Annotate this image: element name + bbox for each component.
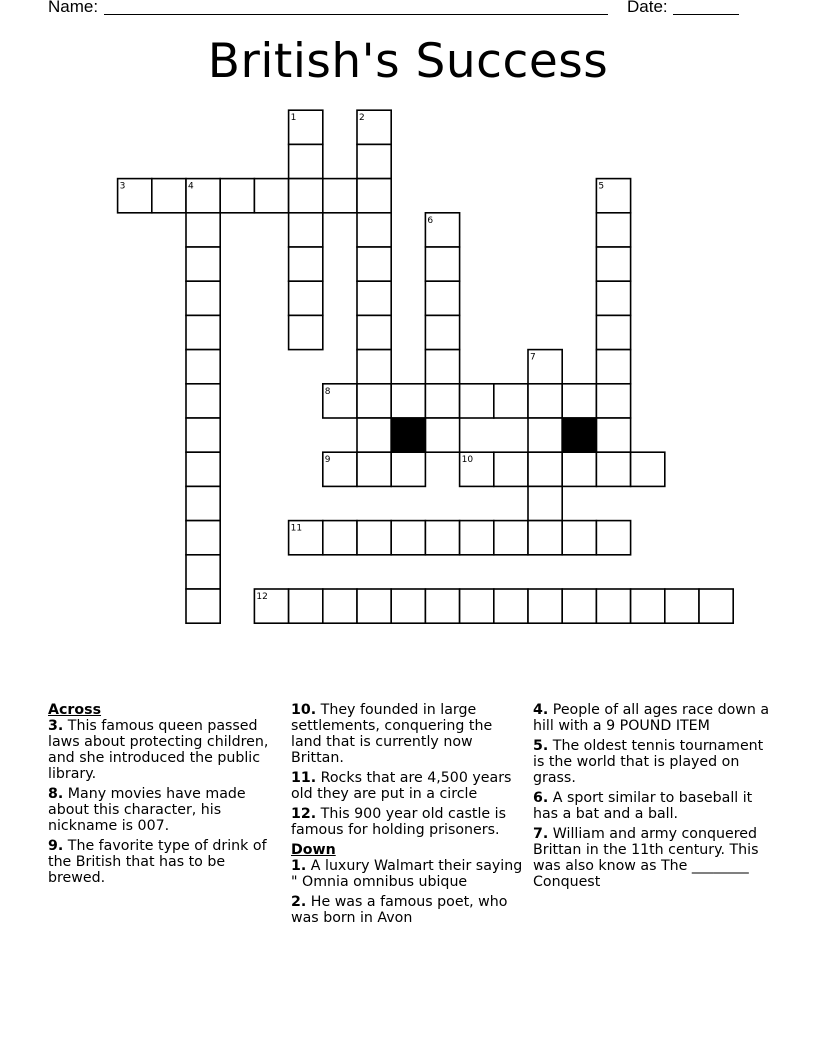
grid-cell[interactable] [186, 315, 220, 349]
across-heading: Across [48, 702, 102, 718]
grid-cell[interactable] [596, 452, 630, 486]
grid-cell[interactable] [357, 213, 391, 247]
clue-across-10 [291, 702, 527, 766]
clue-text: Rocks that are 4,500 years old they are put in a circle [291, 770, 512, 802]
grid-cell[interactable] [186, 247, 220, 281]
clue-text: This 900 year old castle is famous for holding prisoners. [291, 806, 507, 838]
grid-cell[interactable] [528, 418, 562, 452]
clue-across-12 [291, 806, 527, 838]
clue-column-1 [48, 702, 284, 890]
grid-cell[interactable] [425, 521, 459, 555]
grid-cell[interactable] [460, 521, 494, 555]
clue-number: 1. [291, 858, 307, 874]
clue-number-label: 2 [359, 113, 365, 124]
grid-cell[interactable] [596, 589, 630, 623]
clue-number-label: 6 [427, 215, 434, 226]
clue-column-2 [291, 702, 527, 930]
clue-text: William and army conquered Brittan in the 11th century. This was also know as The ________ Conquest [533, 826, 759, 890]
clue-number-label: 11 [290, 523, 303, 534]
grid-cell[interactable] [596, 521, 630, 555]
clue-number: 3. [48, 718, 64, 734]
grid-cell[interactable] [357, 315, 391, 349]
grid-cell[interactable] [323, 179, 357, 213]
grid-cell[interactable] [289, 213, 323, 247]
grid-cell[interactable] [186, 418, 220, 452]
grid-cell[interactable] [186, 555, 220, 589]
grid-cell[interactable] [631, 589, 665, 623]
grid-cell[interactable] [357, 281, 391, 315]
clue-text: He was a famous poet, who was born in Avon [291, 894, 508, 926]
clue-number-label: 5 [598, 181, 605, 192]
grid-cell[interactable] [425, 589, 459, 623]
clue-text: Many movies have made about this character, his nickname is 007. [48, 786, 246, 834]
grid-cell[interactable] [254, 179, 288, 213]
grid-cell[interactable] [631, 452, 665, 486]
grid-block [391, 418, 425, 452]
grid-cell[interactable] [528, 384, 562, 418]
grid-cell[interactable] [391, 589, 425, 623]
grid-cell[interactable] [528, 521, 562, 555]
grid-cell[interactable] [186, 589, 220, 623]
grid-cell[interactable] [186, 384, 220, 418]
clue-text: They founded in large settlements, conquering the land that is currently now Brittan. [291, 702, 493, 766]
grid-cell[interactable] [425, 384, 459, 418]
grid-cell[interactable] [220, 179, 254, 213]
grid-cell[interactable] [562, 521, 596, 555]
grid-cell[interactable] [425, 418, 459, 452]
grid-cell[interactable] [494, 521, 528, 555]
grid-cell[interactable] [289, 144, 323, 178]
clue-number: 6. [533, 790, 549, 806]
grid-cell[interactable] [357, 589, 391, 623]
grid-cell[interactable] [528, 452, 562, 486]
grid-cell[interactable] [665, 589, 699, 623]
clue-down-7 [533, 826, 773, 890]
clue-number-label: 7 [530, 352, 536, 363]
down-heading: Down [291, 842, 336, 858]
clue-across-8 [48, 786, 284, 834]
grid-cell[interactable] [494, 384, 528, 418]
clue-down-1 [291, 858, 527, 890]
grid-cell[interactable] [562, 452, 596, 486]
clue-number-label: 1 [290, 113, 297, 124]
grid-cell[interactable] [596, 384, 630, 418]
clue-across-9 [48, 838, 284, 886]
clue-down-2 [291, 894, 527, 926]
grid-cell[interactable] [323, 521, 357, 555]
clue-number-label: 9 [324, 455, 331, 466]
grid-cell[interactable] [425, 350, 459, 384]
grid-cell[interactable] [357, 247, 391, 281]
grid-cell[interactable] [391, 384, 425, 418]
clue-number: 2. [291, 894, 307, 910]
grid-cell[interactable] [289, 179, 323, 213]
grid-cell[interactable] [460, 384, 494, 418]
grid-cell[interactable] [596, 213, 630, 247]
grid-cell[interactable] [494, 452, 528, 486]
grid-cell[interactable] [186, 486, 220, 520]
clue-column-3 [533, 702, 773, 894]
grid-cell[interactable] [391, 452, 425, 486]
clue-text: This famous queen passed laws about protecting children, and she introduced the public library. [48, 718, 269, 782]
clue-down-6 [533, 790, 773, 822]
grid-cell[interactable] [186, 213, 220, 247]
grid-cell[interactable] [425, 247, 459, 281]
grid-cell[interactable] [596, 281, 630, 315]
grid-cell[interactable] [186, 521, 220, 555]
grid-cell[interactable] [562, 589, 596, 623]
grid-cell[interactable] [289, 589, 323, 623]
clue-down-4 [533, 702, 773, 734]
page-title: British's Success [207, 34, 609, 89]
clue-text: The oldest tennis tournament is the world that is played on grass. [533, 738, 764, 786]
clue-number: 8. [48, 786, 64, 802]
grid-cell[interactable] [323, 589, 357, 623]
grid-cell[interactable] [186, 452, 220, 486]
grid-cell[interactable] [596, 418, 630, 452]
clue-number-label: 10 [461, 455, 474, 466]
clue-number: 7. [533, 826, 549, 842]
clue-number-label: 3 [119, 181, 126, 192]
grid-cell[interactable] [357, 452, 391, 486]
grid-cell[interactable] [425, 281, 459, 315]
clue-number: 5. [533, 738, 549, 754]
clue-down-5 [533, 738, 773, 786]
grid-block [562, 418, 596, 452]
grid-cell[interactable] [357, 350, 391, 384]
clue-number: 4. [533, 702, 549, 718]
grid-cell[interactable] [357, 521, 391, 555]
clue-number: 12. [291, 806, 317, 822]
clue-across-3 [48, 718, 284, 782]
clue-across-11 [291, 770, 527, 802]
clue-number: 11. [291, 770, 317, 786]
grid-cell[interactable] [528, 589, 562, 623]
grid-cell[interactable] [596, 315, 630, 349]
grid-cell[interactable] [289, 315, 323, 349]
clue-text: A sport similar to baseball it has a bat and a ball. [533, 790, 753, 822]
clue-text: People of all ages race down a hill with a 9 POUND ITEM [533, 702, 770, 734]
grid-cell[interactable] [562, 384, 596, 418]
date-label: Date: [627, 0, 668, 16]
grid-cell[interactable] [528, 486, 562, 520]
grid-cell[interactable] [596, 350, 630, 384]
grid-cell[interactable] [596, 247, 630, 281]
grid-cell[interactable] [391, 521, 425, 555]
clue-text: A luxury Walmart their saying " Omnia omnibus ubique [291, 858, 523, 890]
grid-cell[interactable] [699, 589, 733, 623]
grid-cell[interactable] [460, 589, 494, 623]
name-label: Name: [48, 0, 99, 16]
clue-number: 9. [48, 838, 64, 854]
grid-cell[interactable] [289, 281, 323, 315]
grid-cell[interactable] [357, 384, 391, 418]
clue-number-label: 12 [256, 592, 268, 602]
clue-number-label: 8 [324, 386, 331, 397]
grid-cell[interactable] [186, 281, 220, 315]
clue-text: The favorite type of drink of the British that has to be brewed. [48, 838, 267, 886]
clue-number-label: 4 [188, 181, 194, 192]
grid-cell[interactable] [289, 247, 323, 281]
grid-cell[interactable] [494, 589, 528, 623]
grid-cell[interactable] [357, 418, 391, 452]
grid-cell[interactable] [152, 179, 186, 213]
grid-cell[interactable] [425, 315, 459, 349]
grid-cell[interactable] [357, 144, 391, 178]
grid-cell[interactable] [357, 179, 391, 213]
clue-number: 10. [291, 702, 317, 718]
grid-cell[interactable] [186, 350, 220, 384]
